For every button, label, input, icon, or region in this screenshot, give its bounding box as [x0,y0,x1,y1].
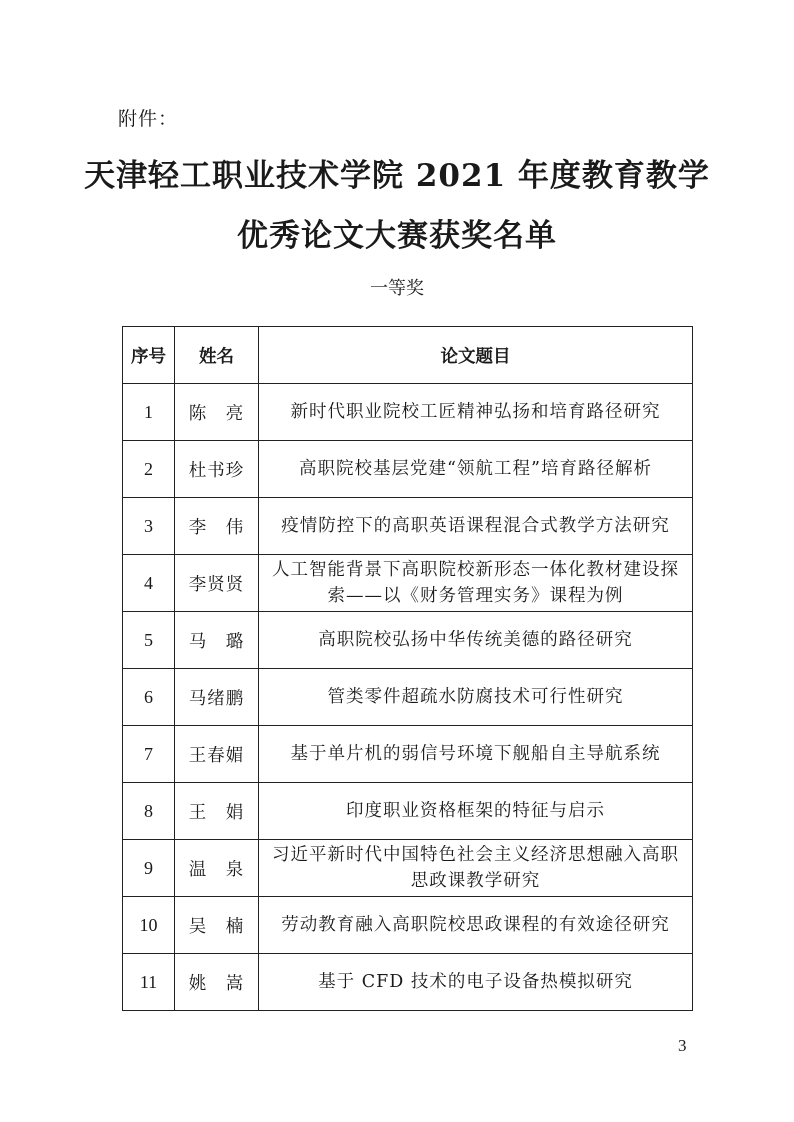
table-row [123,441,693,498]
author-name: 吴 楠 [175,897,259,954]
document-title-line1: 天津轻工职业技术学院 2021 年度教育教学 [84,158,710,194]
author-name: 王春媚 [175,726,259,783]
author-name: 杜书珍 [175,441,259,498]
column-header-paper-title: 论文题目 [259,327,693,384]
document-title-line2: 优秀论文大赛获奖名单 [237,218,557,254]
table-row [123,669,693,726]
row-number: 10 [123,897,175,954]
award-level-heading: 一等奖 [370,278,424,299]
table-row [123,954,693,1011]
author-name: 马绪鹏 [175,669,259,726]
row-number: 3 [123,498,175,555]
attachment-label: 附件： [118,108,179,130]
author-name: 李 伟 [175,498,259,555]
paper-title: 人工智能背景下高职院校新形态一体化教材建设探索——以《财务管理实务》课程为例 [259,555,693,612]
table-row [123,555,693,612]
paper-title: 高职院校基层党建“领航工程”培育路径解析 [259,441,693,498]
row-number: 9 [123,840,175,897]
award-table [122,326,693,1011]
author-name: 王 娟 [175,783,259,840]
row-number: 1 [123,384,175,441]
row-number: 5 [123,612,175,669]
table-row [123,840,693,897]
author-name: 姚 嵩 [175,954,259,1011]
column-header-number: 序号 [123,327,175,384]
table-row [123,384,693,441]
column-header-name: 姓名 [175,327,259,384]
paper-title: 高职院校弘扬中华传统美德的路径研究 [259,612,693,669]
paper-title: 劳动教育融入高职院校思政课程的有效途径研究 [259,897,693,954]
author-name: 温 泉 [175,840,259,897]
table-row [123,498,693,555]
author-name: 李贤贤 [175,555,259,612]
page-number: 3 [678,1036,687,1055]
row-number: 11 [123,954,175,1011]
row-number: 8 [123,783,175,840]
paper-title: 基于 CFD 技术的电子设备热模拟研究 [259,954,693,1011]
table-row [123,612,693,669]
author-name: 陈 亮 [175,384,259,441]
table-row [123,897,693,954]
row-number: 2 [123,441,175,498]
paper-title: 新时代职业院校工匠精神弘扬和培育路径研究 [259,384,693,441]
paper-title: 管类零件超疏水防腐技术可行性研究 [259,669,693,726]
table-row [123,726,693,783]
row-number: 6 [123,669,175,726]
paper-title: 基于单片机的弱信号环境下舰船自主导航系统 [259,726,693,783]
paper-title: 印度职业资格框架的特征与启示 [259,783,693,840]
paper-title: 习近平新时代中国特色社会主义经济思想融入高职思政课教学研究 [259,840,693,897]
table-row [123,783,693,840]
author-name: 马 璐 [175,612,259,669]
table-header-row [123,327,693,384]
row-number: 4 [123,555,175,612]
row-number: 7 [123,726,175,783]
paper-title: 疫情防控下的高职英语课程混合式教学方法研究 [259,498,693,555]
